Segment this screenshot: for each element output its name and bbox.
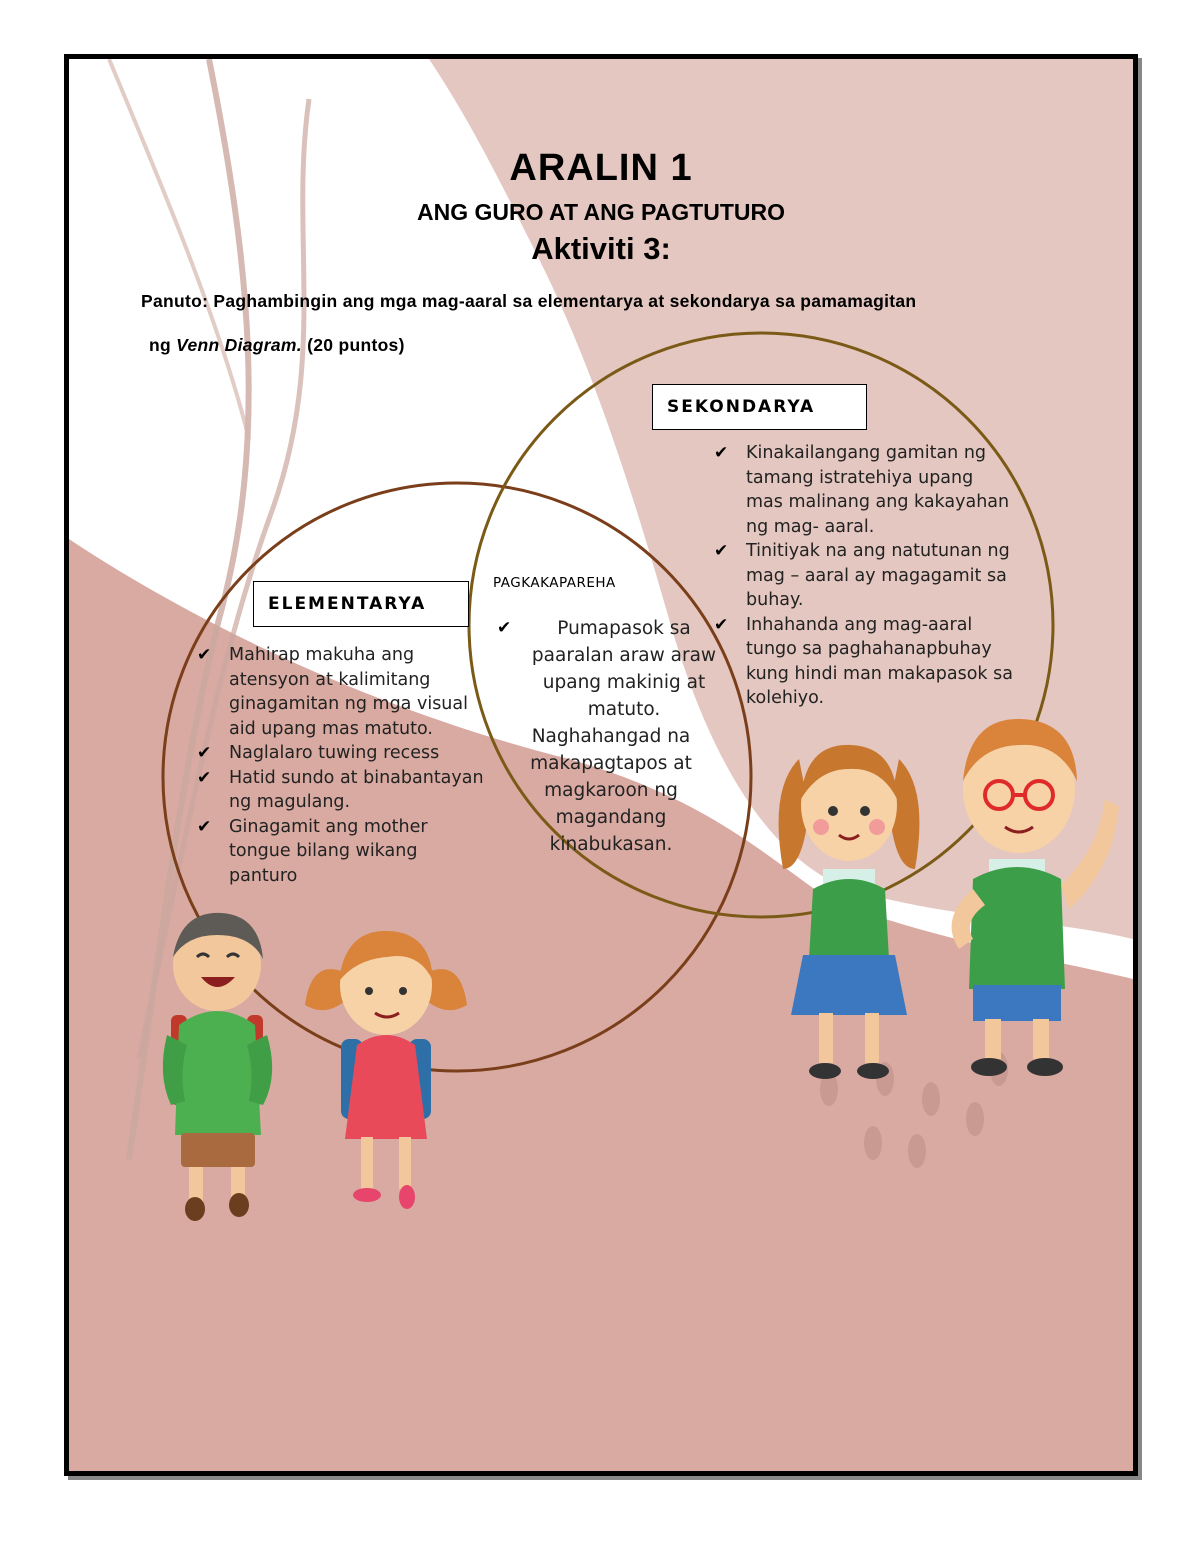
list-item: ✔ Pumapasok sa paaralan araw araw upang makinig at matuto.: [497, 615, 717, 723]
lesson-subtitle: ANG GURO AT ANG PAGTUTURO: [417, 199, 785, 225]
elementarya-label: ELEMENTARYA: [268, 594, 427, 614]
instructions-venn-term: Venn Diagram.: [176, 335, 302, 355]
check-icon: ✔: [714, 541, 729, 561]
elementarya-label-box: [253, 581, 469, 627]
list-item: ✔ Kinakailangang gamitan ng tamang istratehiya upang mas malinang ang kakayahan ng mag- aaral.: [714, 443, 1010, 537]
boy-high-school-illustration: [929, 689, 1129, 1089]
instructions-points: (20 puntos): [301, 335, 405, 355]
worksheet-page: [64, 54, 1138, 1476]
check-icon: ✔: [197, 767, 212, 788]
list-item: ✔ Hatid sundo at binabantayan ng magulang.: [197, 767, 484, 812]
pagkakapareha-list: [497, 615, 717, 723]
sekondarya-label-box: [652, 384, 867, 430]
check-icon: ✔: [497, 618, 512, 638]
check-icon: ✔: [714, 614, 729, 635]
girl-high-school-illustration: [769, 719, 929, 1089]
check-icon: ✔: [197, 743, 212, 763]
list-item: ✔ Inhahanda ang mag-aaral tungo sa paghahanapbuhay kung hindi man makapasok sa kolehiyo.: [714, 614, 1013, 708]
sekondarya-list: [714, 441, 1014, 711]
list-item: ✔ Ginagamit ang mother tongue bilang wikang panturo: [197, 816, 428, 886]
page-title: ARALIN 1: [509, 147, 693, 189]
check-icon: ✔: [714, 443, 729, 463]
pagkakapareha-extra-text: Naghahangad na makapagtapos at magkaroon ng magandang kinabukasan.: [530, 726, 692, 855]
elementarya-list: [197, 643, 487, 888]
activity-heading: Aktiviti 3:: [531, 231, 671, 266]
instructions-line-1: Panuto: Paghambingin ang mga mag-aaral sa elementarya at sekondarya sa pamamagitan: [141, 291, 917, 311]
pagkakapareha-content: [497, 615, 717, 858]
list-item: ✔ Tinitiyak na ang natutunan ng mag – aaral ay magagamit sa buhay.: [714, 541, 1010, 610]
sekondarya-label: SEKONDARYA: [667, 397, 816, 417]
check-icon: ✔: [197, 645, 212, 665]
instructions-prefix: ng: [149, 335, 177, 355]
check-icon: ✔: [197, 816, 212, 837]
list-item: ✔ Mahirap makuha ang atensyon at kalimitang ginagamitan ng mga visual aid upang mas matuto.: [197, 645, 468, 739]
list-item: ✔ Naglalaro tuwing recess: [197, 741, 487, 766]
girl-student-illustration: [301, 921, 471, 1221]
boy-student-illustration: [151, 905, 281, 1225]
pagkakapareha-label: PAGKAKAPAREHA: [493, 575, 616, 591]
instructions-line-2: [149, 335, 405, 356]
